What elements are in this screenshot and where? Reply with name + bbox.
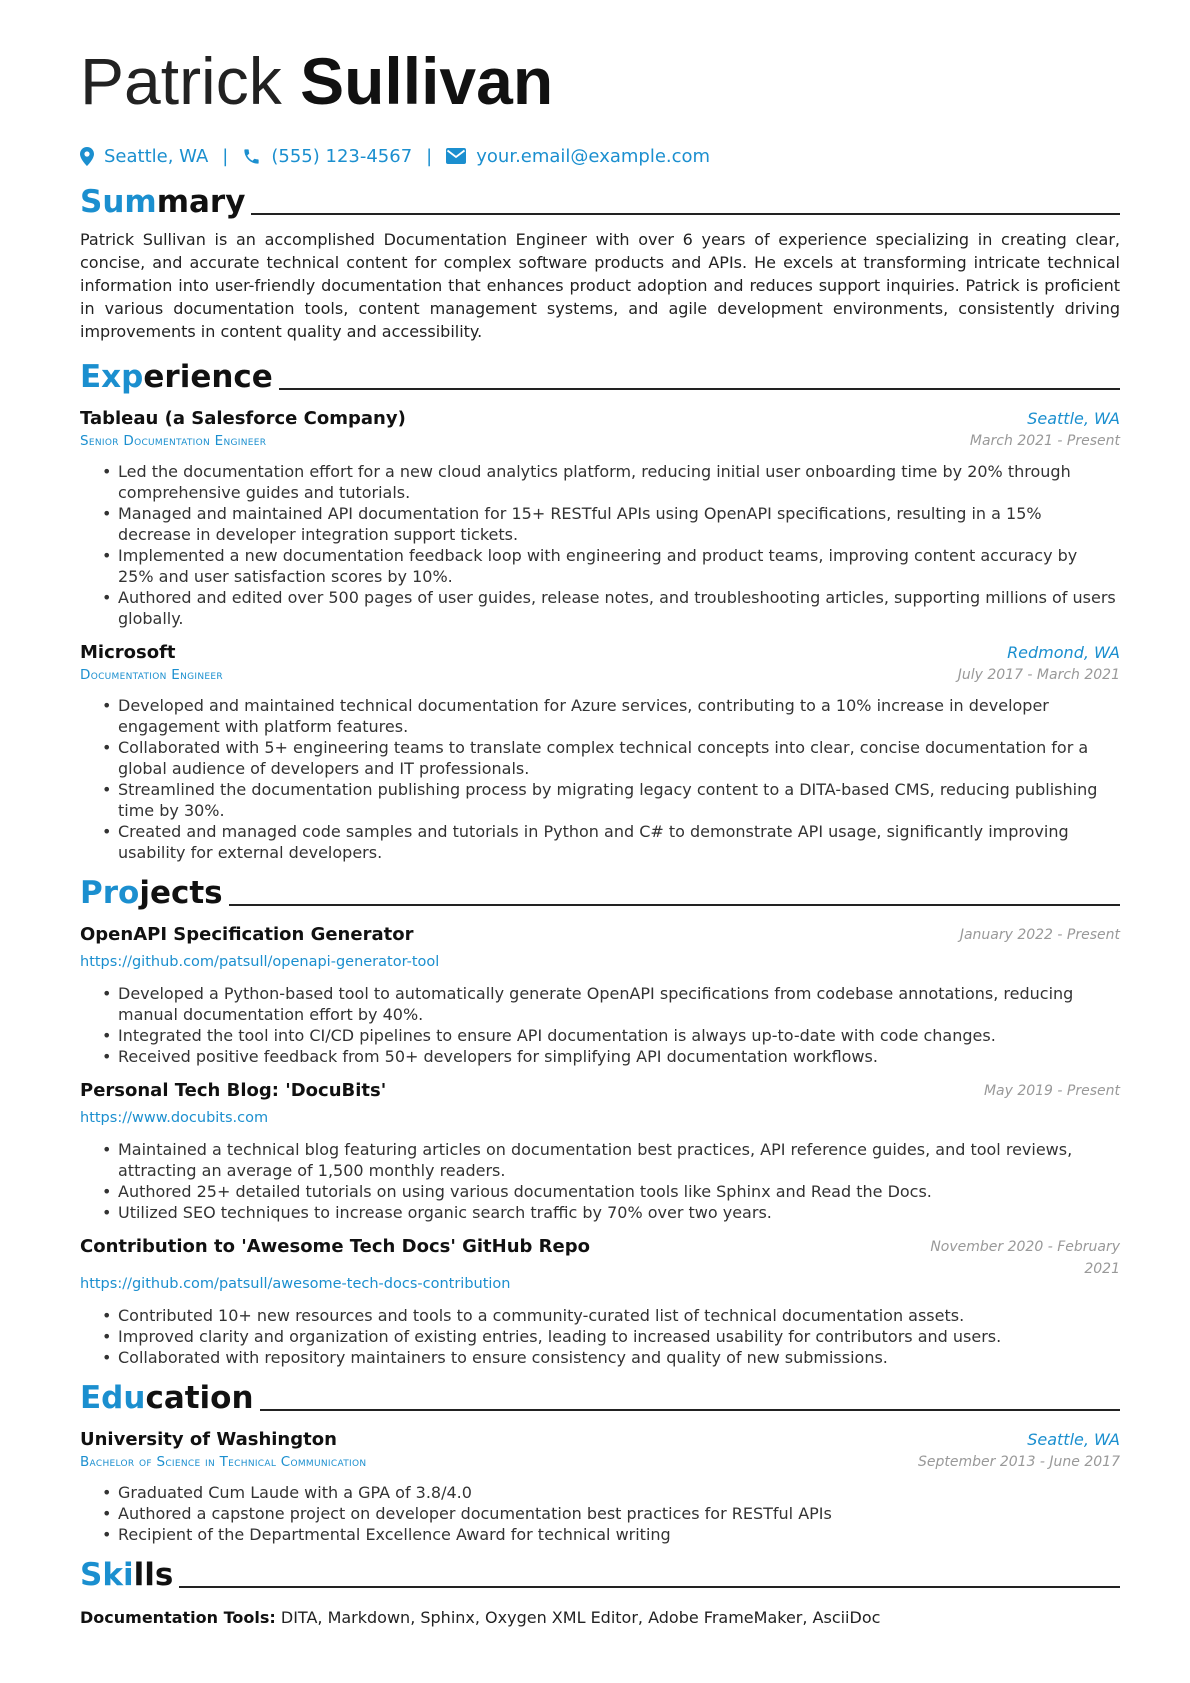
school-location: Seattle, WA (1027, 1430, 1120, 1449)
section-rule (279, 388, 1120, 390)
list-item: • Developed a Python-based tool to automatically generate OpenAPI specifications from codebase annotations, reducing manual documentation effort by 40%. (118, 983, 1120, 1025)
contact-separator: | (222, 145, 229, 167)
skills-row (80, 1607, 1120, 1629)
project-dates: January 2022 - Present (959, 927, 1120, 943)
list-item: • Graduated Cum Laude with a GPA of 3.8/4.0 (118, 1482, 1120, 1503)
last-name: Sullivan (300, 44, 554, 118)
project-dates: November 2020 - February 2021 (930, 1239, 1120, 1277)
job-title: Documentation Engineer (80, 667, 223, 683)
bullet-list (80, 983, 1120, 1067)
school-dates: September 2013 - June 2017 (918, 1454, 1120, 1470)
section-rule (251, 213, 1120, 215)
bullet-list (80, 1305, 1120, 1368)
section-experience-title: Experience (80, 351, 1120, 397)
project-link[interactable]: https://github.com/patsull/openapi-generator-tool (80, 954, 440, 970)
list-item: • Developed and maintained technical documentation for Azure services, contributing to a 10% increase in developer engagement with platform features. (118, 695, 1120, 737)
contact-bar (80, 142, 1120, 170)
list-item: • Authored a capstone project on developer documentation best practices for RESTful APIs (118, 1503, 1120, 1524)
contact-separator: | (426, 145, 433, 167)
list-item: • Contributed 10+ new resources and tools to a community-curated list of technical documentation assets. (118, 1305, 1120, 1326)
skills-value: DITA, Markdown, Sphinx, Oxygen XML Editor, Adobe FrameMaker, AsciiDoc (280, 1608, 881, 1627)
resume-page (80, 40, 1120, 1629)
section-projects-title: Projects (80, 867, 1120, 913)
contact-phone[interactable] (242, 146, 412, 167)
project-name: OpenAPI Specification Generator (80, 924, 414, 945)
contact-email[interactable] (446, 146, 710, 167)
school-name: University of Washington (80, 1429, 337, 1450)
section-rule (229, 904, 1120, 906)
degree: Bachelor of Science in Technical Communication (80, 1454, 367, 1470)
project-entry (80, 1235, 1120, 1368)
project-name: Personal Tech Blog: 'DocuBits' (80, 1080, 387, 1101)
job-dates: March 2021 - Present (969, 433, 1120, 449)
project-entry (80, 1079, 1120, 1223)
job-dates: July 2017 - March 2021 (957, 667, 1120, 683)
phone-icon (242, 147, 261, 166)
list-item: • Integrated the tool into CI/CD pipelines to ensure API documentation is always up-to-date with code changes. (118, 1025, 1120, 1046)
job-location: Redmond, WA (1007, 643, 1120, 662)
skills-label: Documentation Tools: (80, 1608, 276, 1627)
project-dates: May 2019 - Present (983, 1083, 1120, 1099)
section-education-title: Education (80, 1372, 1120, 1418)
list-item: • Implemented a new documentation feedback loop with engineering and product teams, improving content accuracy by 25% and user satisfaction scores by 10%. (118, 545, 1120, 587)
project-link[interactable]: https://github.com/patsull/awesome-tech-docs-contribution (80, 1276, 511, 1292)
company-name: Microsoft (80, 642, 176, 663)
list-item: • Improved clarity and organization of existing entries, leading to increased usability for contributors and users. (118, 1326, 1120, 1347)
section-rule (179, 1586, 1120, 1588)
full-name (80, 40, 1120, 122)
list-item: • Collaborated with repository maintainers to ensure consistency and quality of new submissions. (118, 1347, 1120, 1368)
project-link[interactable]: https://www.docubits.com (80, 1110, 269, 1126)
bullet-list (80, 1482, 1120, 1545)
list-item: • Streamlined the documentation publishing process by migrating legacy content to a DITA-based CMS, reducing publishing time by 30%. (118, 779, 1120, 821)
contact-location (80, 146, 208, 167)
section-skills-title: Skills (80, 1549, 1120, 1595)
experience-entry (80, 407, 1120, 629)
company-name: Tableau (a Salesforce Company) (80, 408, 406, 429)
bullet-list (80, 695, 1120, 863)
phone-text: (555) 123-4567 (271, 145, 413, 167)
email-text: your.email@example.com (476, 145, 711, 167)
job-title: Senior Documentation Engineer (80, 433, 267, 449)
bullet-list (80, 461, 1120, 629)
list-item: • Managed and maintained API documentation for 15+ RESTful APIs using OpenAPI specifications, resulting in a 15% decrease in developer integration support tickets. (118, 503, 1120, 545)
list-item: • Authored 25+ detailed tutorials on using various documentation tools like Sphinx and Read the Docs. (118, 1181, 1120, 1202)
location-text: Seattle, WA (104, 145, 209, 167)
list-item: • Led the documentation effort for a new cloud analytics platform, reducing initial user onboarding time by 20% through comprehensive guides and tutorials. (118, 461, 1120, 503)
list-item: • Collaborated with 5+ engineering teams to translate complex technical concepts into clear, concise documentation for a global audience of developers and IT professionals. (118, 737, 1120, 779)
summary-text: Patrick Sullivan is an accomplished Documentation Engineer with over 6 years of experience specializing in creating clear, concise, and accurate technical content for complex software products and APIs. He excels at transforming intricate technical information into user-friendly documentation that enhances product adoption and reduces support inquiries. Patrick is proficient in various documentation tools, content management systems, and agile development environments, consistently driving improvements in content quality and accessibility. (80, 230, 1120, 341)
list-item: • Authored and edited over 500 pages of user guides, release notes, and troubleshooting articles, supporting millions of users globally. (118, 587, 1120, 629)
bullet-list (80, 1139, 1120, 1223)
section-rule (260, 1409, 1120, 1411)
map-pin-icon (80, 147, 94, 166)
education-entry (80, 1428, 1120, 1545)
envelope-icon (446, 148, 466, 164)
job-location: Seattle, WA (1027, 409, 1120, 428)
project-name: Contribution to 'Awesome Tech Docs' GitHub Repo (80, 1236, 591, 1257)
list-item: • Received positive feedback from 50+ developers for simplifying API documentation workflows. (118, 1046, 1120, 1067)
experience-entry (80, 641, 1120, 863)
list-item: • Utilized SEO techniques to increase organic search traffic by 70% over two years. (118, 1202, 1120, 1223)
list-item: • Maintained a technical blog featuring articles on documentation best practices, API reference guides, and tool reviews, attracting an average of 1,500 monthly readers. (118, 1139, 1120, 1181)
section-summary-title: Summary (80, 176, 1120, 222)
list-item: • Recipient of the Departmental Excellence Award for technical writing (118, 1524, 1120, 1545)
first-name: Patrick (80, 44, 282, 118)
project-entry (80, 923, 1120, 1067)
list-item: • Created and managed code samples and tutorials in Python and C# to demonstrate API usage, significantly improving usability for external developers. (118, 821, 1120, 863)
